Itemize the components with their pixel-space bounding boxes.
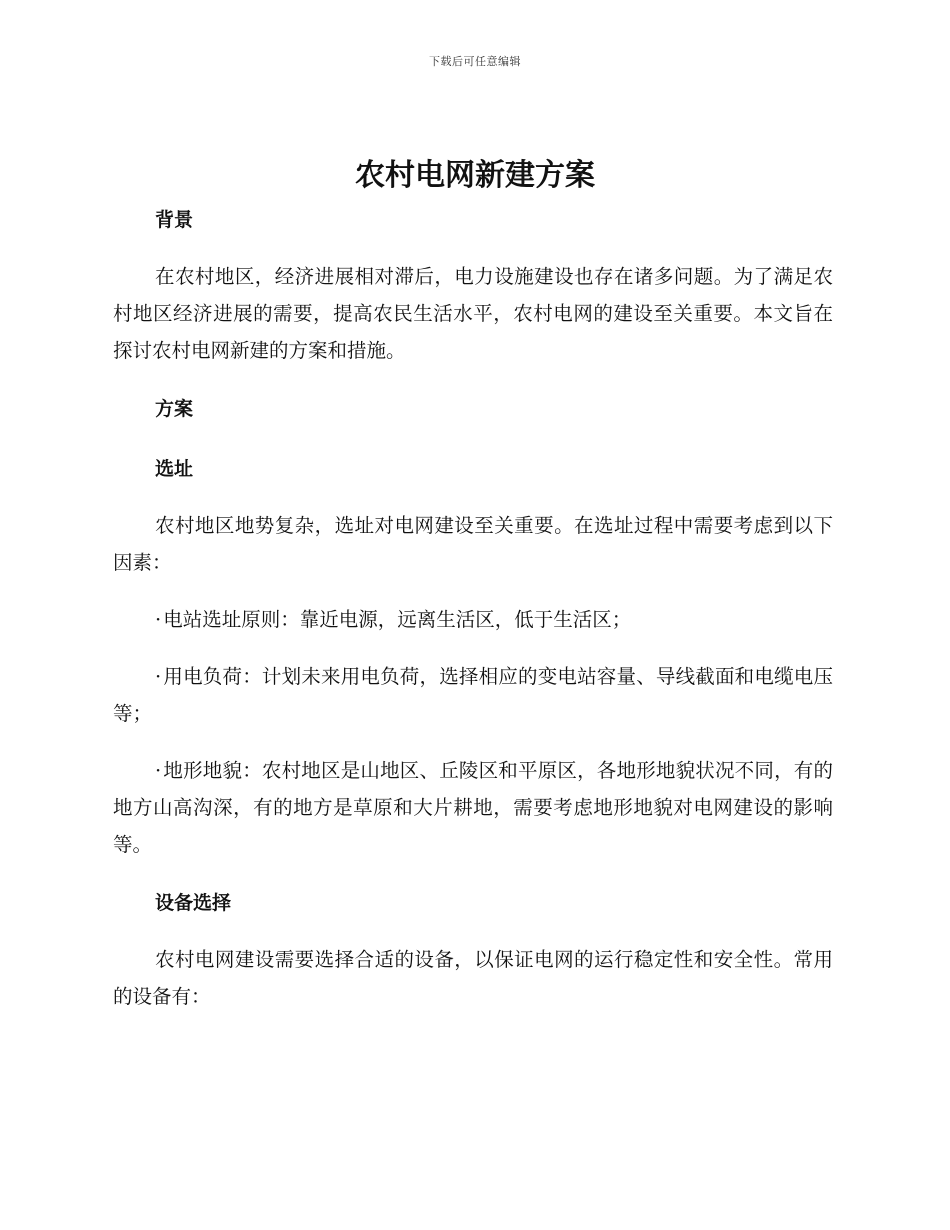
section-heading-site: 选址 [155, 458, 194, 480]
document-body [113, 200, 833, 1015]
bullet-text: 地形地貌：农村地区是山地区、丘陵区和平原区，各地形地貌状况不同，有的地方山高沟深，有的地方是草原和大片耕地，需要考虑地形地貌对电网建设的影响等。 [113, 759, 833, 856]
document-title: 农村电网新建方案 [355, 158, 595, 193]
bullet-dot: · [155, 665, 162, 688]
bullet-dot: · [155, 608, 162, 631]
paragraph-background: 在农村地区，经济进展相对滞后，电力设施建设也存在诸多问题。为了满足农村地区经济进展的需要，提高农民生活水平，农村电网的建设至关重要。本文旨在探讨农村电网新建的方案和措施。 [113, 265, 833, 362]
bullet-item-site-principle [113, 601, 833, 638]
bullet-text: 用电负荷：计划未来用电负荷，选择相应的变电站容量、导线截面和电缆电压等； [113, 665, 833, 725]
bullet-dot: · [155, 759, 162, 782]
header-note: 下载后可任意编辑 [429, 55, 521, 68]
bullet-text: 电站选址原则：靠近电源，远离生活区，低于生活区； [163, 608, 632, 631]
paragraph-site-intro: 农村地区地势复杂，选址对电网建设至关重要。在选址过程中需要考虑到以下因素： [113, 514, 833, 574]
bullet-item-terrain [113, 752, 833, 863]
section-heading-equipment: 设备选择 [155, 892, 232, 914]
section-heading-plan: 方案 [155, 398, 194, 420]
section-heading-background: 背景 [155, 209, 194, 231]
bullet-item-load [113, 658, 833, 732]
paragraph-equipment: 农村电网建设需要选择合适的设备，以保证电网的运行稳定性和安全性。常用的设备有： [113, 948, 833, 1008]
